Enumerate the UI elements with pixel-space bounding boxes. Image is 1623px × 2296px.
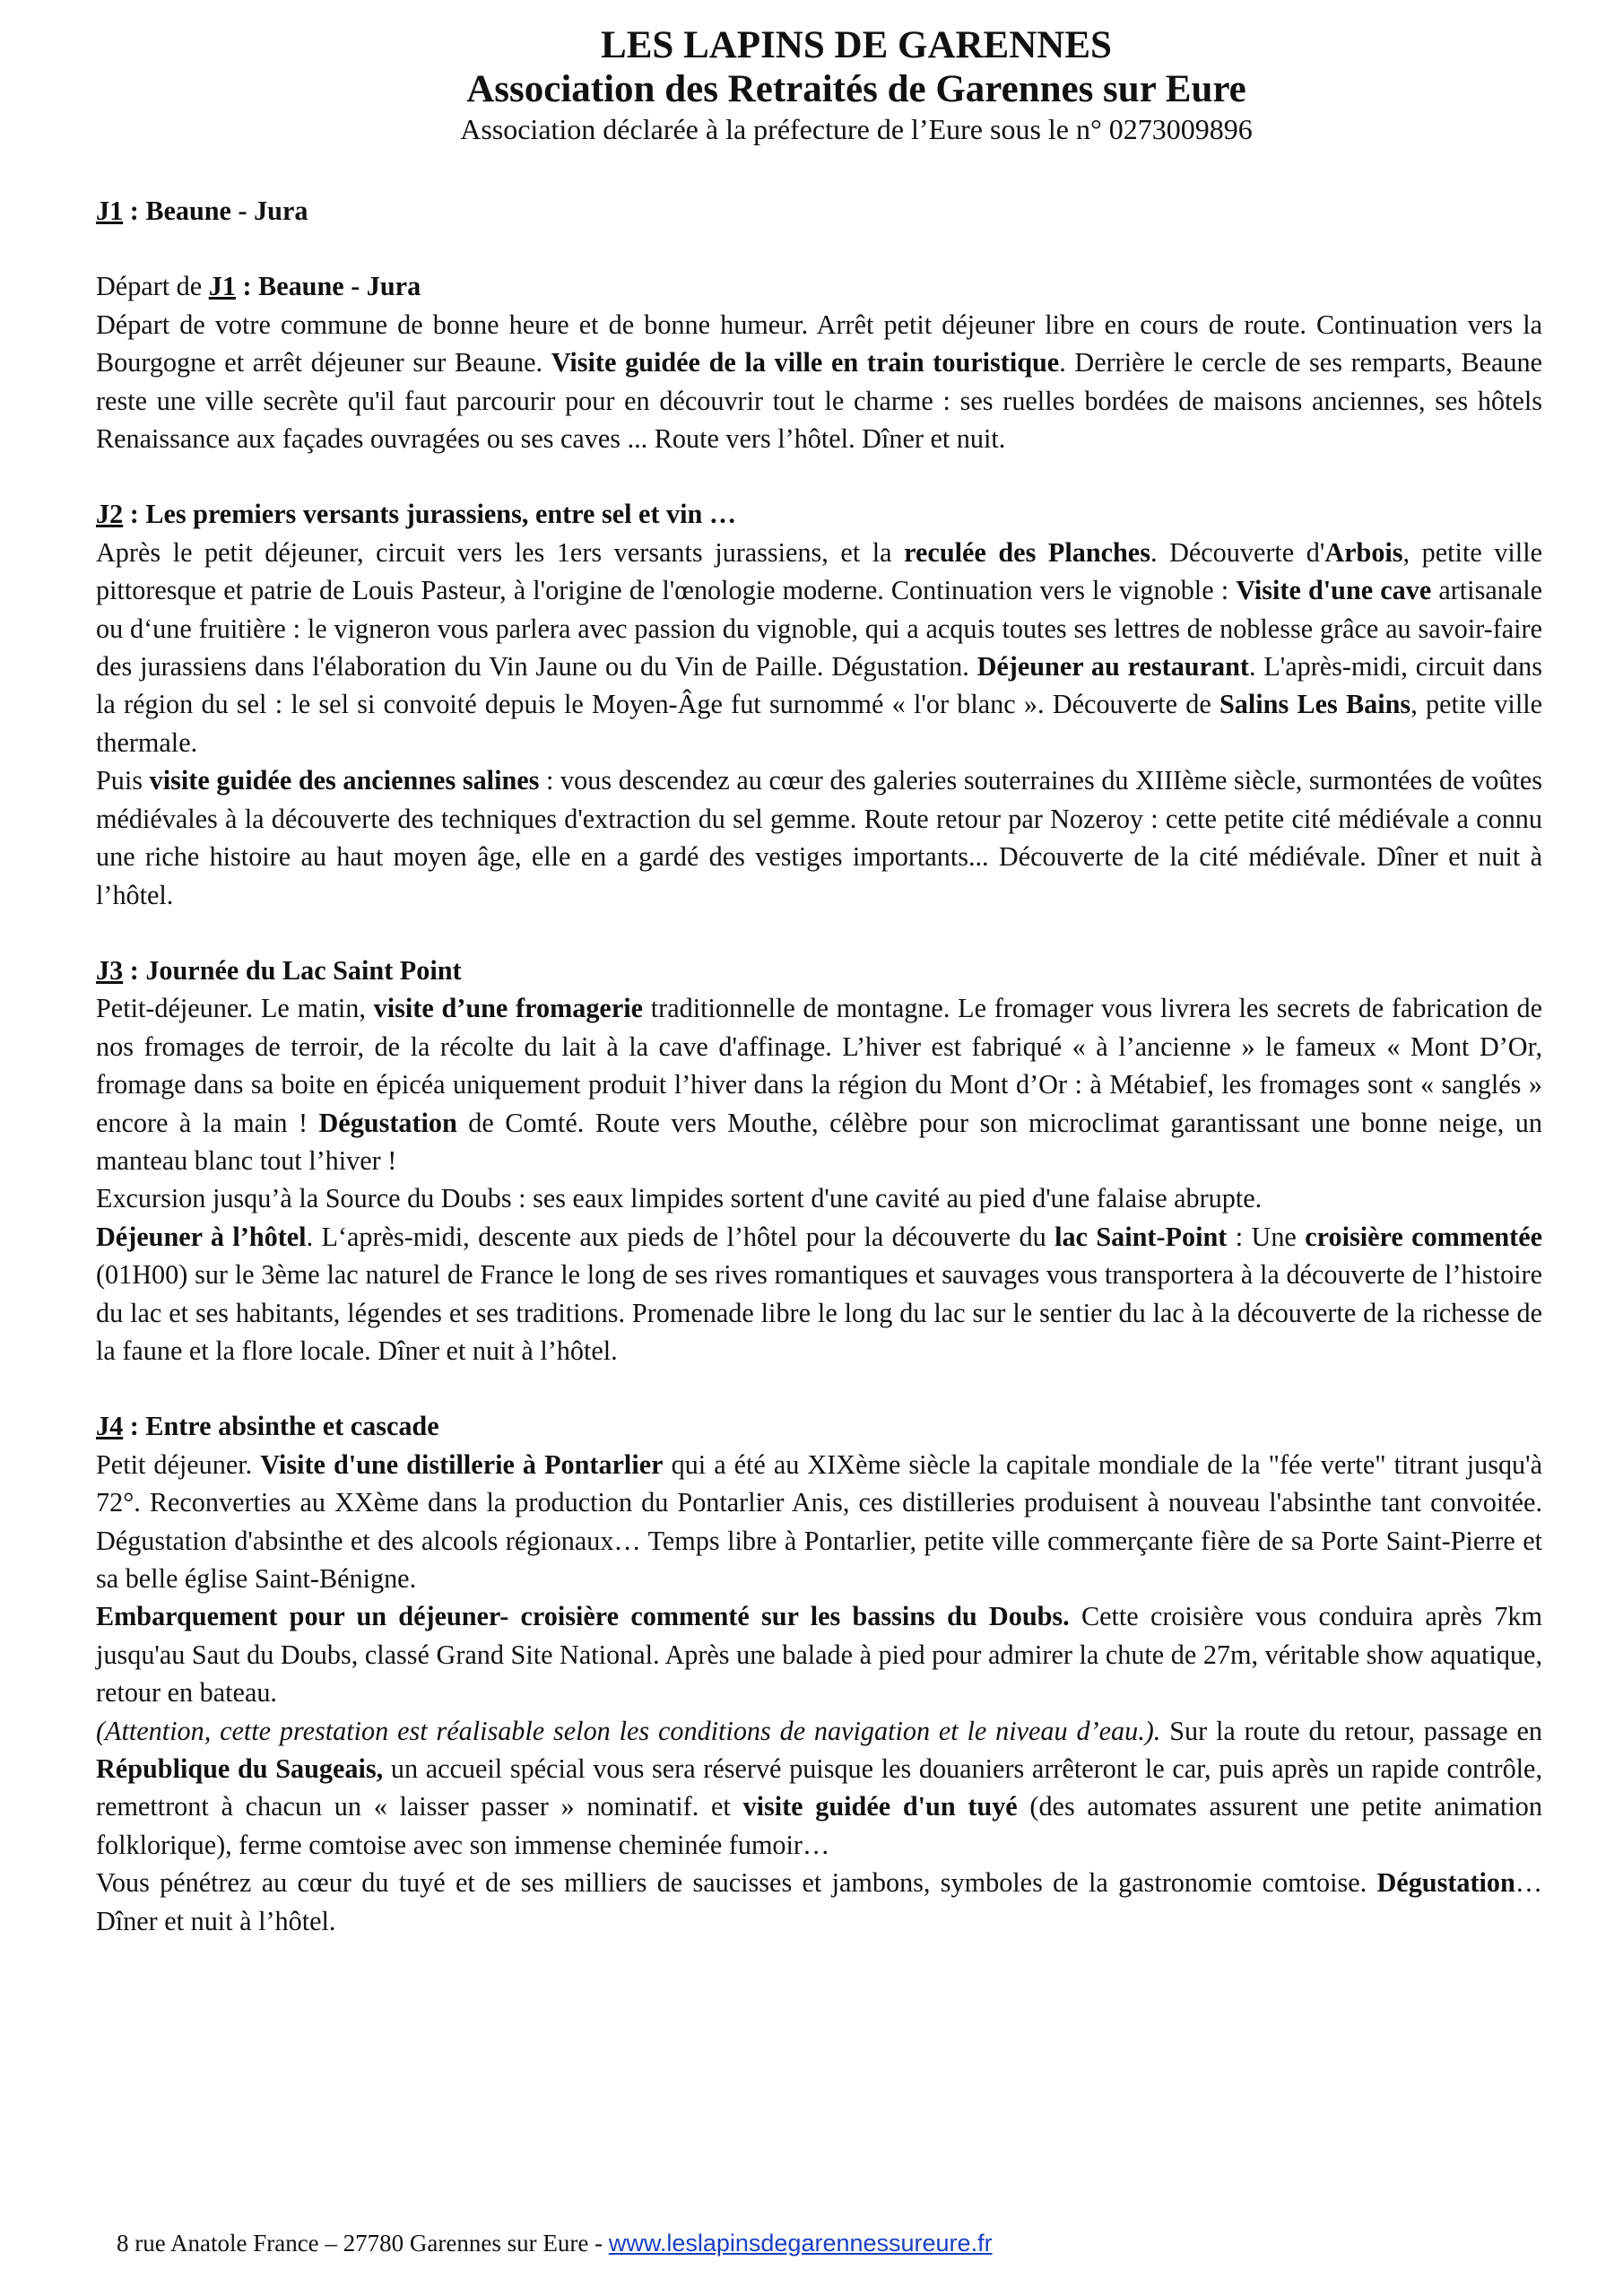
day-paragraph: Déjeuner à l’hôtel. L‘après-midi, descente aux pieds de l’hôtel pour la découverte du lac Saint-Point : Une croisière commentée (01H00) sur le 3ème lac naturel de France le long de ses rives romantiques et sauvages vous transportera à la découverte de l’histoire du lac et ses habitants, légendes et ses traditions. Promenade libre le long du lac sur le sentier du lac à la découverte de la richesse de la faune et la flore locale. Dîner et nuit à l’hôtel.	[96, 1221, 1543, 1366]
declaration-line: Association déclarée à la préfecture de l’Eure sous le n° 0273009896	[460, 113, 1253, 145]
footer	[117, 2228, 1551, 2258]
day-paragraph: Puis visite guidée des anciennes salines : vous descendez au cœur des galeries souterraines du XIIIème siècle, surmontées de voûtes médiévales à la découverte des techniques d'extraction du sel gemme. Route retour par Nozeroy : cette petite cité médiévale a connu une riche histoire au haut moyen âge, elle en a gardé des vestiges importants... Découverte de la cité médiévale. Dîner et nuit à l’hôtel.	[96, 765, 1542, 910]
day-paragraph: Départ de votre commune de bonne heure et de bonne humeur. Arrêt petit déjeuner libre en cours de route. Continuation vers la Bourgogne et arrêt déjeuner sur Beaune. Visite guidée de la ville en train touristique. Derrière le cercle de ses remparts, Beaune reste une ville secrète qu'il faut parcourir pour en découvrir tout le charme : ses ruelles bordées de maisons anciennes, ses hôtels Renaissance aux façades ouvragées ou ses caves ... Route vers l’hôtel. Dîner et nuit.	[96, 309, 1542, 455]
day-code: J1	[96, 196, 124, 226]
day-paragraph: Vous pénétrez au cœur du tuyé et de ses milliers de saucisses et jambons, symboles de la gastronomie comtoise. Dégustation… Dîner et nuit à l’hôtel.	[96, 1867, 1542, 1936]
day-heading-j2: J2 : Les premiers versants jurassiens, entre sel et vin …	[96, 499, 737, 530]
letterhead	[0, 23, 1623, 147]
itinerary-body	[96, 192, 1542, 1940]
day-code: J2	[96, 499, 124, 530]
day-heading-j4: J4 : Entre absinthe et cascade	[96, 1411, 439, 1442]
association-subtitle: Association des Retraités de Garennes sur Eure	[466, 68, 1246, 110]
day-paragraph: Après le petit déjeuner, circuit vers les 1ers versants jurassiens, et la reculée des Planches. Découverte d'Arbois, petite ville pittoresque et patrie de Louis Pasteur, à l'origine de l'œnologie moderne. Continuation vers le vignoble : Visite d'une cave artisanale ou d‘une fruitière : le vigneron vous parlera avec passion du vignoble, qui a acquis toutes ses lettres de noblesse grâce au savoir-faire des jurassiens dans l'élaboration du Vin Jaune ou du Vin de Paille. Dégustation. Déjeuner au restaurant. L'après-midi, circuit dans la région du sel : le sel si convoité depuis le Moyen-Âge fut surnommé « l'or blanc ». Découverte de Salins Les Bains, petite ville thermale.	[96, 536, 1542, 758]
day-paragraph: (Attention, cette prestation est réalisable selon les conditions de navigation et le niveau d’eau.). Sur la route du retour, passage en République du Saugeais, un accueil spécial vous sera réservé puisque les douaniers arrêteront le car, puis après un rapide contrôle, remettront à chacun un « laisser passer » nominatif. et visite guidée d'un tuyé (des automates assurent une petite animation folklorique), ferme comtoise avec son immense cheminée fumoir…	[96, 1715, 1542, 1860]
day-paragraph: Petit-déjeuner. Le matin, visite d’une fromagerie traditionnelle de montagne. Le fromager vous livrera les secrets de fabrication de nos fromages de terroir, de la récolte du lait à la cave d'affinage. L’hiver est fabriqué « à l’ancienne » le fameux « Mont D’Or, fromage dans sa boite en épicéa uniquement produit l’hiver dans la région du Mont d’Or : à Métabief, les fromages sont « sanglés » encore à la main ! Dégustation de Comté. Route vers Mouthe, célèbre pour son microclimat garantissant une bonne neige, un manteau blanc tout l’hiver !	[96, 993, 1542, 1176]
day-paragraph: Excursion jusqu’à la Source du Doubs : ses eaux limpides sortent d'une cavité au pied d'une falaise abrupte.	[96, 1183, 1263, 1214]
website-link[interactable]: www.leslapinsdegarennessureure.fr	[608, 2230, 993, 2257]
depart-line: Départ de J1 : Beaune - Jura	[96, 271, 421, 302]
association-title: LES LAPINS DE GARENNES	[601, 24, 1112, 66]
day-paragraph: Embarquement pour un déjeuner- croisière commenté sur les bassins du Doubs. Cette croisière vous conduira après 7km jusqu'au Saut du Doubs, classé Grand Site National. Après une balade à pied pour admirer la chute de 27m, véritable show aquatique, retour en bateau.	[96, 1601, 1542, 1709]
day-code: J4	[96, 1411, 124, 1442]
day-paragraph: Petit déjeuner. Visite d'une distillerie à Pontarlier qui a été au XIXème siècle la capitale mondiale de la "fée verte" titrant jusqu'à 72°. Reconverties au XXème dans la production du Pontarlier Anis, ces distilleries produisent à nouveau l'absinthe tant convoitée. Dégustation d'absinthe et des alcools régionaux… Temps libre à Pontarlier, petite ville commerçante fière de sa Porte Saint-Pierre et sa belle église Saint-Bénigne.	[96, 1448, 1542, 1594]
day-heading-j1: J1 : Beaune - Jura	[96, 196, 308, 226]
day-code: J3	[96, 954, 124, 986]
day-heading-j3: J3 : Journée du Lac Saint Point	[96, 954, 462, 986]
footer-address: 8 rue Anatole France – 27780 Garennes sur Eure -	[117, 2230, 609, 2257]
